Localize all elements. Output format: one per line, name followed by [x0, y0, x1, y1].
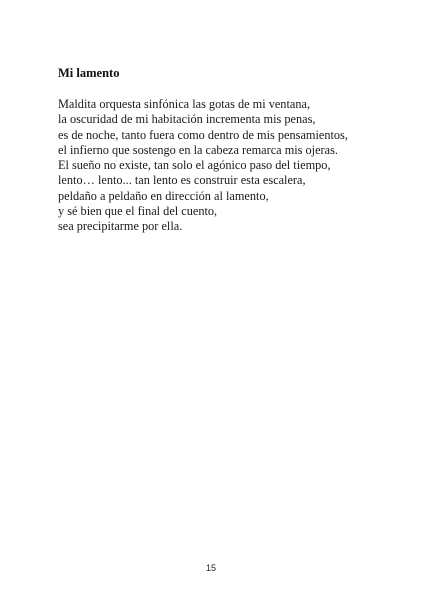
poem-line: el infierno que sostengo en la cabeza remarca mis ojeras.	[58, 142, 338, 157]
poem-line: lento… lento... tan lento es construir esta escalera,	[58, 173, 306, 188]
poem-line: peldaño a peldaño en dirección al lamento,	[58, 188, 269, 203]
poem-line: es de noche, tanto fuera como dentro de mis pensamientos,	[58, 127, 348, 142]
poem-line: sea precipitarme por ella.	[58, 219, 183, 234]
poem-body	[58, 97, 348, 235]
poem-line: y sé bien que el final del cuento,	[58, 204, 218, 219]
poem-line: El sueño no existe, tan solo el agónico paso del tiempo,	[58, 158, 331, 173]
poem-title: Mi lamento	[58, 66, 120, 80]
page-number: 15	[205, 563, 216, 573]
poem-line: Maldita orquesta sinfónica las gotas de mi ventana,	[58, 97, 311, 111]
poem-line: la oscuridad de mi habitación incrementa mis penas,	[58, 112, 316, 127]
